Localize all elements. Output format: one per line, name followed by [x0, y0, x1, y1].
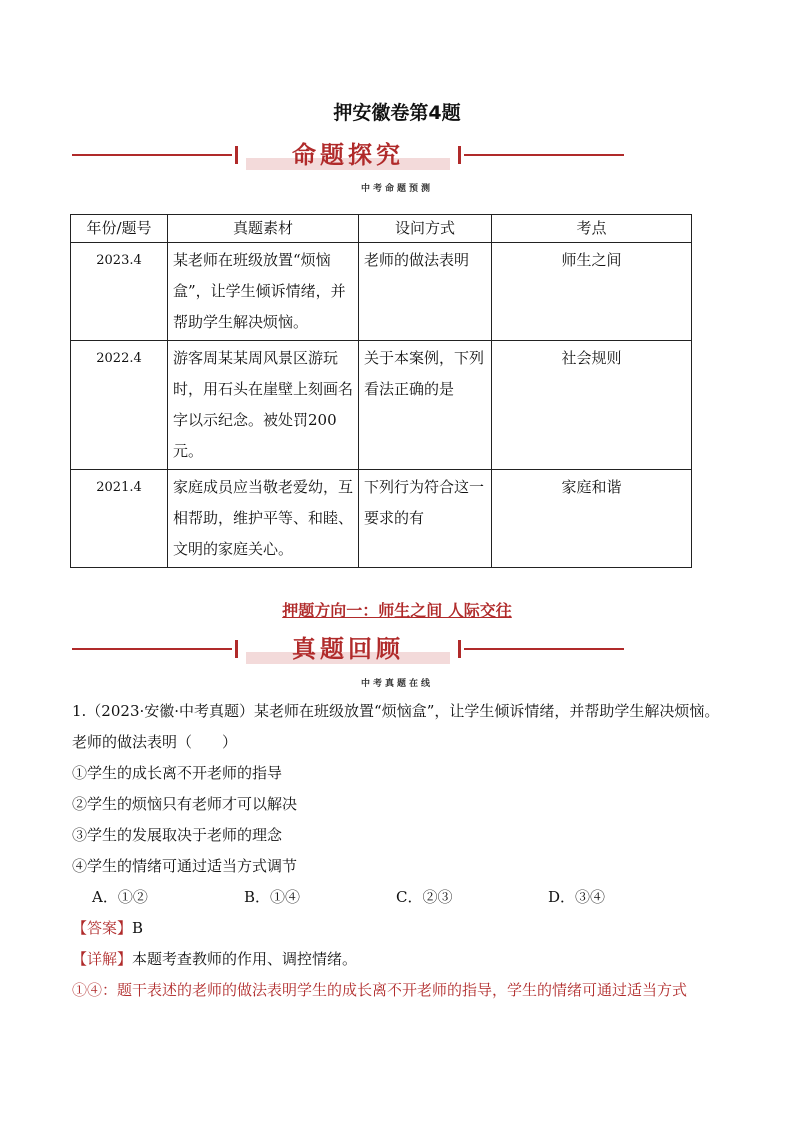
exam-analysis-table: [70, 214, 692, 568]
cell-point: 师生之间: [492, 243, 692, 341]
question-item: ④学生的情绪可通过适当方式调节: [72, 857, 298, 875]
cell-material: 游客周某某周风景区游玩时，用石头在崖壁上刻画名字以示纪念。被处罚200元。: [168, 341, 359, 470]
section-banner-exploration: [72, 138, 624, 172]
page-title: 押安徽卷第4题: [333, 102, 461, 124]
detail-line: [72, 944, 732, 975]
question-item: ①学生的成长离不开老师的指导: [72, 764, 283, 782]
banner-label: 真题回顾: [292, 635, 404, 663]
header-question: 设问方式: [359, 215, 492, 243]
banner-rule-right: [464, 154, 624, 156]
cell-material: 家庭成员应当敬老爱幼，互相帮助，维护平等、和睦、文明的家庭关心。: [168, 470, 359, 568]
option-d: D．③④: [548, 888, 606, 906]
table-row: [71, 470, 692, 568]
banner-subtitle: 中考真题在线: [360, 679, 433, 689]
answer-value: B: [132, 919, 144, 937]
option-b: B．①④: [244, 888, 301, 906]
cell-point: 家庭和谐: [492, 470, 692, 568]
table-row: [71, 243, 692, 341]
table-header-row: [71, 215, 692, 243]
cell-point: 社会规则: [492, 341, 692, 470]
header-point: 考点: [492, 215, 692, 243]
banner-label: 命题探究: [292, 141, 404, 169]
answer-options: [72, 882, 732, 913]
cell-year: 2021.4: [71, 470, 168, 568]
banner-cap-left: [235, 146, 238, 164]
analysis-text: ①④：题干表述的老师的做法表明学生的成长离不开老师的指导，学生的情绪可通过适当方式: [72, 981, 688, 999]
option-a: A．①②: [92, 888, 148, 906]
banner-rule-right: [464, 648, 624, 650]
question-stem: 1.（2023·安徽·中考真题）某老师在班级放置“烦恼盒”，让学生倾诉情绪，并帮助学生解决烦恼。老师的做法表明（ ）: [72, 702, 720, 751]
detail-text: 本题考查教师的作用、调控情绪。: [132, 950, 358, 968]
banner-label-box: [246, 632, 450, 666]
cell-year: 2023.4: [71, 243, 168, 341]
option-c: C．②③: [396, 888, 453, 906]
cell-question: 下列行为符合这一要求的有: [359, 470, 492, 568]
detail-tag: 【详解】: [72, 950, 133, 968]
table-row: [71, 341, 692, 470]
cell-question: 关于本案例，下列看法正确的是: [359, 341, 492, 470]
banner-cap-right: [458, 640, 461, 658]
banner-rule-left: [72, 154, 232, 156]
banner-cap-left: [235, 640, 238, 658]
banner-subtitle: 中考命题预测: [360, 184, 433, 194]
header-year: 年份/题号: [71, 215, 168, 243]
cell-material: 某老师在班级放置“烦恼盒”，让学生倾诉情绪，并帮助学生解决烦恼。: [168, 243, 359, 341]
prediction-direction-heading: 押题方向一：师生之间 人际交往: [282, 601, 512, 620]
answer-line: [72, 913, 732, 944]
banner-rule-left: [72, 648, 232, 650]
answer-tag: 【答案】: [72, 919, 133, 937]
question-item: ③学生的发展取决于老师的理念: [72, 826, 283, 844]
section-banner-review: [72, 632, 624, 666]
cell-year: 2022.4: [71, 341, 168, 470]
header-material: 真题素材: [168, 215, 359, 243]
question-1: [72, 696, 732, 1006]
banner-cap-right: [458, 146, 461, 164]
banner-label-box: [246, 138, 450, 172]
cell-question: 老师的做法表明: [359, 243, 492, 341]
question-item: ②学生的烦恼只有老师才可以解决: [72, 795, 298, 813]
